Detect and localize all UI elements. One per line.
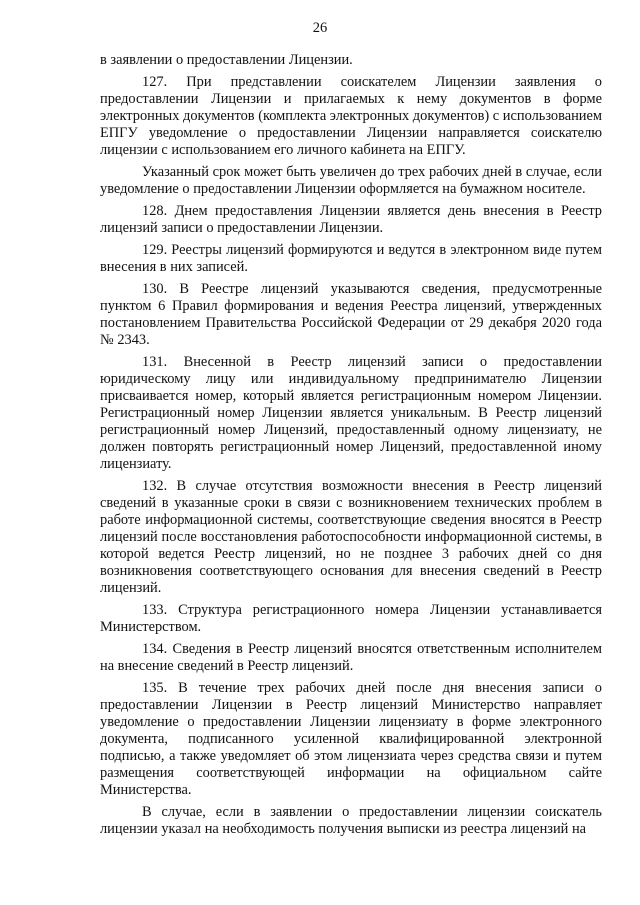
paragraph-132: 132. В случае отсутствия возможности внесения в Реестр лицензий сведений в указанные сроки в связи с возникновением технических проблем в работе информационной системы, соответствующие сведения вносятся в Реестр лицензий после восстановления работоспособности информационной системы, в которой ведется Реестр лицензий, но не позднее 3 рабочих дней со дня возникновения соответствующего основания для внесения сведений в Реестр лицензий. (100, 478, 602, 596)
paragraph-extract-request: В случае, если в заявлении о предоставлении лицензии соискатель лицензии указал на необходимость получения выписки из реестра лицензий на (100, 804, 602, 837)
page-number: 26 (312, 20, 328, 36)
paragraph-term-extension: Указанный срок может быть увеличен до трех рабочих дней в случае, если уведомление о предоставлении Лицензии оформляется на бумажном носителе. (100, 164, 602, 197)
paragraph-135: 135. В течение трех рабочих дней после дня внесения записи о предоставлении Лицензии в Реестр лицензий Министерство направляет уведомление о предоставлении Лицензии лицензиату в форме электронного документа, подписанного усиленной квалифицированной электронной подписью, а также уведомляет об этом лицензиата через средства связи и путем размещения соответствующей информации на официальном сайте Министерства. (100, 680, 602, 798)
paragraph-127: 127. При представлении соискателем Лицензии заявления о предоставлении Лицензии и прилагаемых к нему документов в форме электронных документов (комплекта электронных документов) с использованием ЕПГУ уведомление о предоставлении Лицензии направляется соискателю лицензии с использованием его личного кабинета на ЕПГУ. (100, 74, 602, 158)
paragraph-134: 134. Сведения в Реестр лицензий вносятся ответственным исполнителем на внесение сведений в Реестр лицензий. (100, 641, 602, 674)
document-body (100, 52, 602, 838)
paragraph-129: 129. Реестры лицензий формируются и ведутся в электронном виде путем внесения в них записей. (100, 242, 602, 275)
paragraph-131: 131. Внесенной в Реестр лицензий записи о предоставлении юридическому лицу или индивидуальному предпринимателю Лицензии присваивается номер, который является регистрационным номером Лицензии. Регистрационный номер Лицензии является уникальным. В Реестр лицензий регистрационный номер Лицензий, предоставленный одному лицензиату, не должен повторять регистрационный номер Лицензий, предоставленной иному лицензиату. (100, 354, 602, 472)
paragraph-130: 130. В Реестре лицензий указываются сведения, предусмотренные пунктом 6 Правил формирования и ведения Реестра лицензий, утвержденных постановлением Правительства Российской Федерации от 29 декабря 2020 года № 2343. (100, 281, 602, 348)
paragraph-continuation: в заявлении о предоставлении Лицензии. (100, 52, 353, 68)
paragraph-128: 128. Днем предоставления Лицензии является день внесения в Реестр лицензий записи о предоставлении Лицензии. (100, 203, 602, 236)
paragraph-133: 133. Структура регистрационного номера Лицензии устанавливается Министерством. (100, 602, 602, 635)
